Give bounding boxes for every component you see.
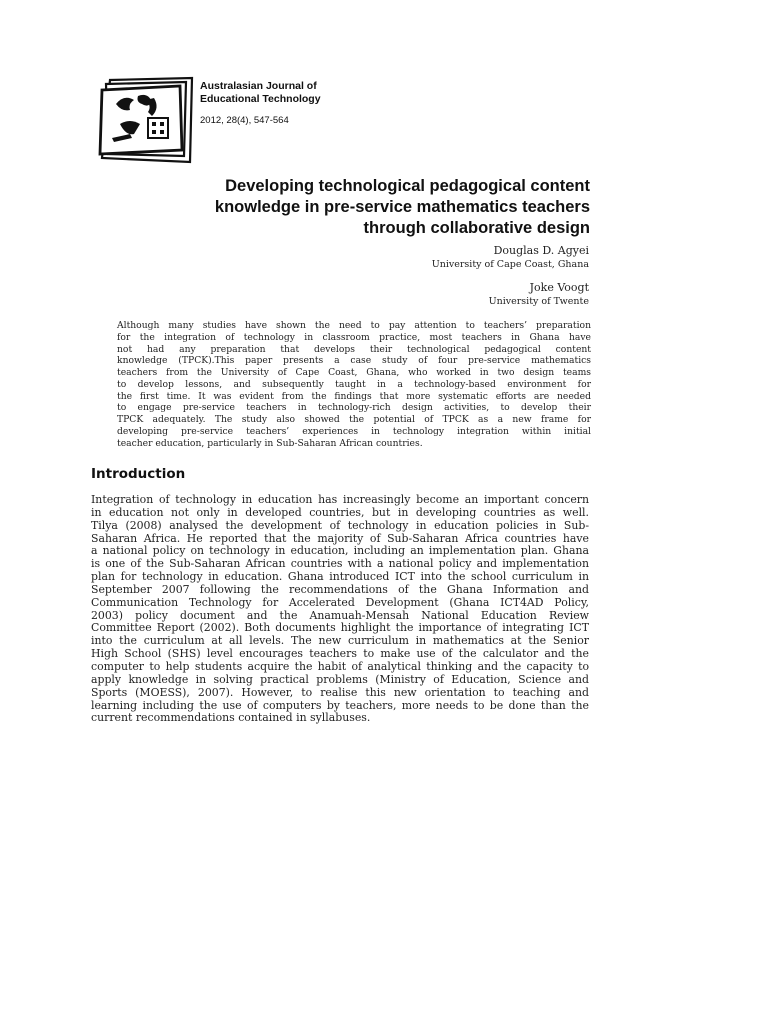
abstract-line: to develop lessons, and subsequently taught in a technology-based environment for bbox=[117, 378, 591, 390]
abstract-line: teachers from the University of Cape Coast, Ghana, who worked in two design teams bbox=[117, 367, 591, 378]
abstract-line: for the integration of technology in classroom practice, most teachers in Ghana have bbox=[117, 331, 591, 343]
abstract-line: developing pre-service teachers’ experiences in technology integration within initial bbox=[117, 425, 591, 437]
body-line: is one of the Sub-Saharan African countries with a national policy and implementation bbox=[91, 557, 589, 571]
abstract-line: Although many studies have shown the need to pay attention to teachers’ preparation bbox=[117, 320, 591, 331]
author-name: Joke Voogt bbox=[529, 281, 589, 294]
author-block bbox=[489, 281, 589, 308]
body-line: September 2007 following the recommendations of the Ghana Information and bbox=[91, 582, 589, 596]
author-block bbox=[432, 244, 589, 271]
body-line: High School (SHS) level encourages teachers to make use of the calculator and the bbox=[91, 647, 589, 661]
paper-title bbox=[150, 176, 590, 239]
abstract bbox=[117, 320, 591, 449]
author-affiliation: University of Cape Coast, Ghana bbox=[431, 259, 589, 270]
journal-name-line-1: Australasian Journal of bbox=[200, 80, 317, 92]
body-line: 2003) policy document and the Anamuah-Mensah National Education Review bbox=[91, 608, 589, 622]
body-line: computer to help students acquire the habit of analytical thinking and the capacity to bbox=[91, 659, 589, 673]
body-line: learning including the use of computers by teachers, more needs to be done than the bbox=[91, 698, 589, 712]
title-line: knowledge in pre-service mathematics teachers bbox=[214, 198, 590, 216]
body-line: plan for technology in education. Ghana introduced ICT into the school curriculum in bbox=[91, 570, 589, 584]
journal-logo bbox=[98, 74, 194, 166]
body-line: Tilya (2008) analysed the development of technology in education policies in Sub- bbox=[91, 518, 589, 532]
journal-citation: 2012, 28(4), 547-564 bbox=[200, 115, 289, 126]
body-line: apply knowledge in solving practical problems (Ministry of Education, Science and bbox=[91, 672, 589, 686]
section-heading: Introduction bbox=[91, 466, 186, 482]
abstract-line: to engage pre-service teachers in technology-rich design activities, to develop their bbox=[117, 402, 591, 414]
abstract-line: teacher education, particularly in Sub-Saharan African countries. bbox=[117, 437, 423, 449]
abstract-line: the first time. It was evident from the findings that more systematic efforts are needed bbox=[117, 390, 591, 402]
body-line: into the curriculum at all levels. The new curriculum in mathematics at the Senior bbox=[91, 634, 589, 648]
body-line: Saharan Africa. He reported that the majority of Sub-Saharan Africa countries have bbox=[91, 531, 589, 545]
author-affiliation: University of Twente bbox=[488, 296, 589, 307]
abstract-line: TPCK adequately. The study also showed the potential of TPCK as a new frame for bbox=[117, 414, 591, 425]
body-line: a national policy on technology in education, including an implementation plan. Ghana bbox=[91, 544, 589, 558]
journal-header bbox=[200, 80, 321, 127]
introduction-paragraph bbox=[91, 494, 589, 725]
body-line: Integration of technology in education has increasingly become an important concern bbox=[91, 493, 589, 506]
title-line: Developing technological pedagogical content bbox=[225, 177, 590, 195]
author-name: Douglas D. Agyei bbox=[493, 244, 589, 257]
body-line: Committee Report (2002). Both documents highlight the importance of integrating ICT bbox=[91, 621, 589, 635]
body-line: current recommendations contained in syllabuses. bbox=[91, 711, 371, 725]
journal-name-line-2: Educational Technology bbox=[200, 93, 321, 105]
body-line: Sports (MOESS), 2007). However, to realise this new orientation to teaching and bbox=[91, 685, 589, 699]
body-line: in education not only in developed countries, but in developing countries as well. bbox=[91, 505, 589, 519]
abstract-line: knowledge (TPCK).This paper presents a case study of four pre-service mathematics bbox=[117, 355, 591, 367]
title-line: through collaborative design bbox=[363, 219, 590, 237]
body-line: Communication Technology for Accelerated Development (Ghana ICT4AD Policy, bbox=[91, 595, 589, 609]
abstract-line: not had any preparation that develops their technological pedagogical content bbox=[117, 343, 591, 355]
